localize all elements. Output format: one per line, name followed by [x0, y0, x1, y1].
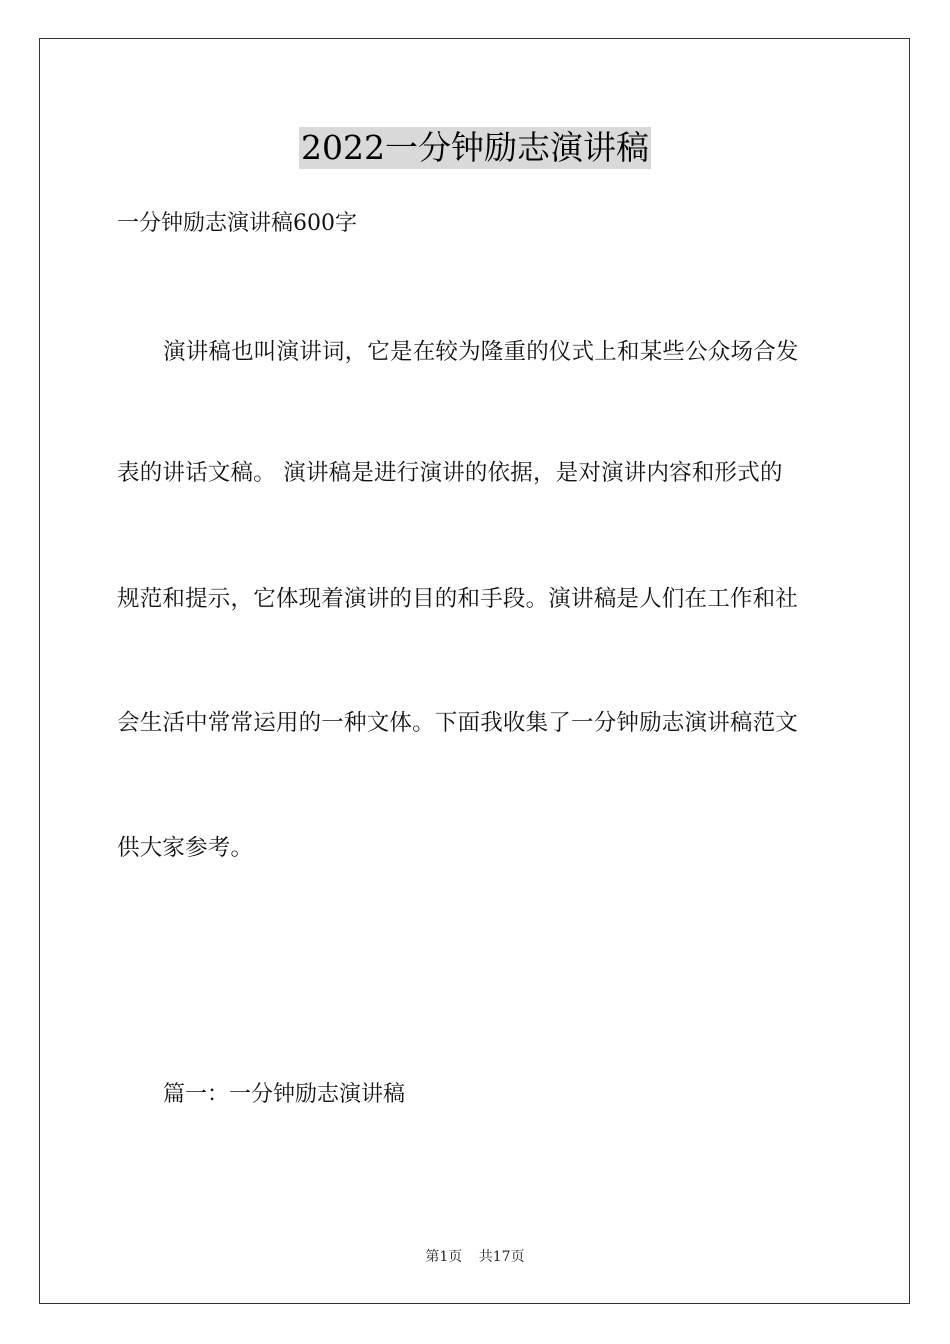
section-heading: 篇一：一分钟励志演讲稿	[163, 1082, 406, 1107]
page-number: 第1页	[425, 1249, 463, 1265]
paragraph-line: 规范和提示，它体现着演讲的目的和手段。演讲稿是人们在工作和社	[117, 586, 799, 612]
page-footer	[0, 1247, 950, 1267]
document-subtitle: 一分钟励志演讲稿600字	[117, 211, 357, 236]
paragraph-line: 会生活中常常运用的一种文体。下面我收集了一分钟励志演讲稿范文	[117, 710, 799, 736]
paragraph-line: 表的讲话文稿。 演讲稿是进行演讲的依据，是对演讲内容和形式的	[117, 460, 783, 486]
paragraph-line: 演讲稿也叫演讲词，它是在较为隆重的仪式上和某些公众场合发	[163, 339, 799, 365]
document-title: 2022一分钟励志演讲稿	[301, 128, 649, 167]
page-total: 共17页	[478, 1249, 525, 1265]
title-container	[0, 127, 950, 169]
paragraph-line: 供大家参考。	[117, 835, 254, 861]
